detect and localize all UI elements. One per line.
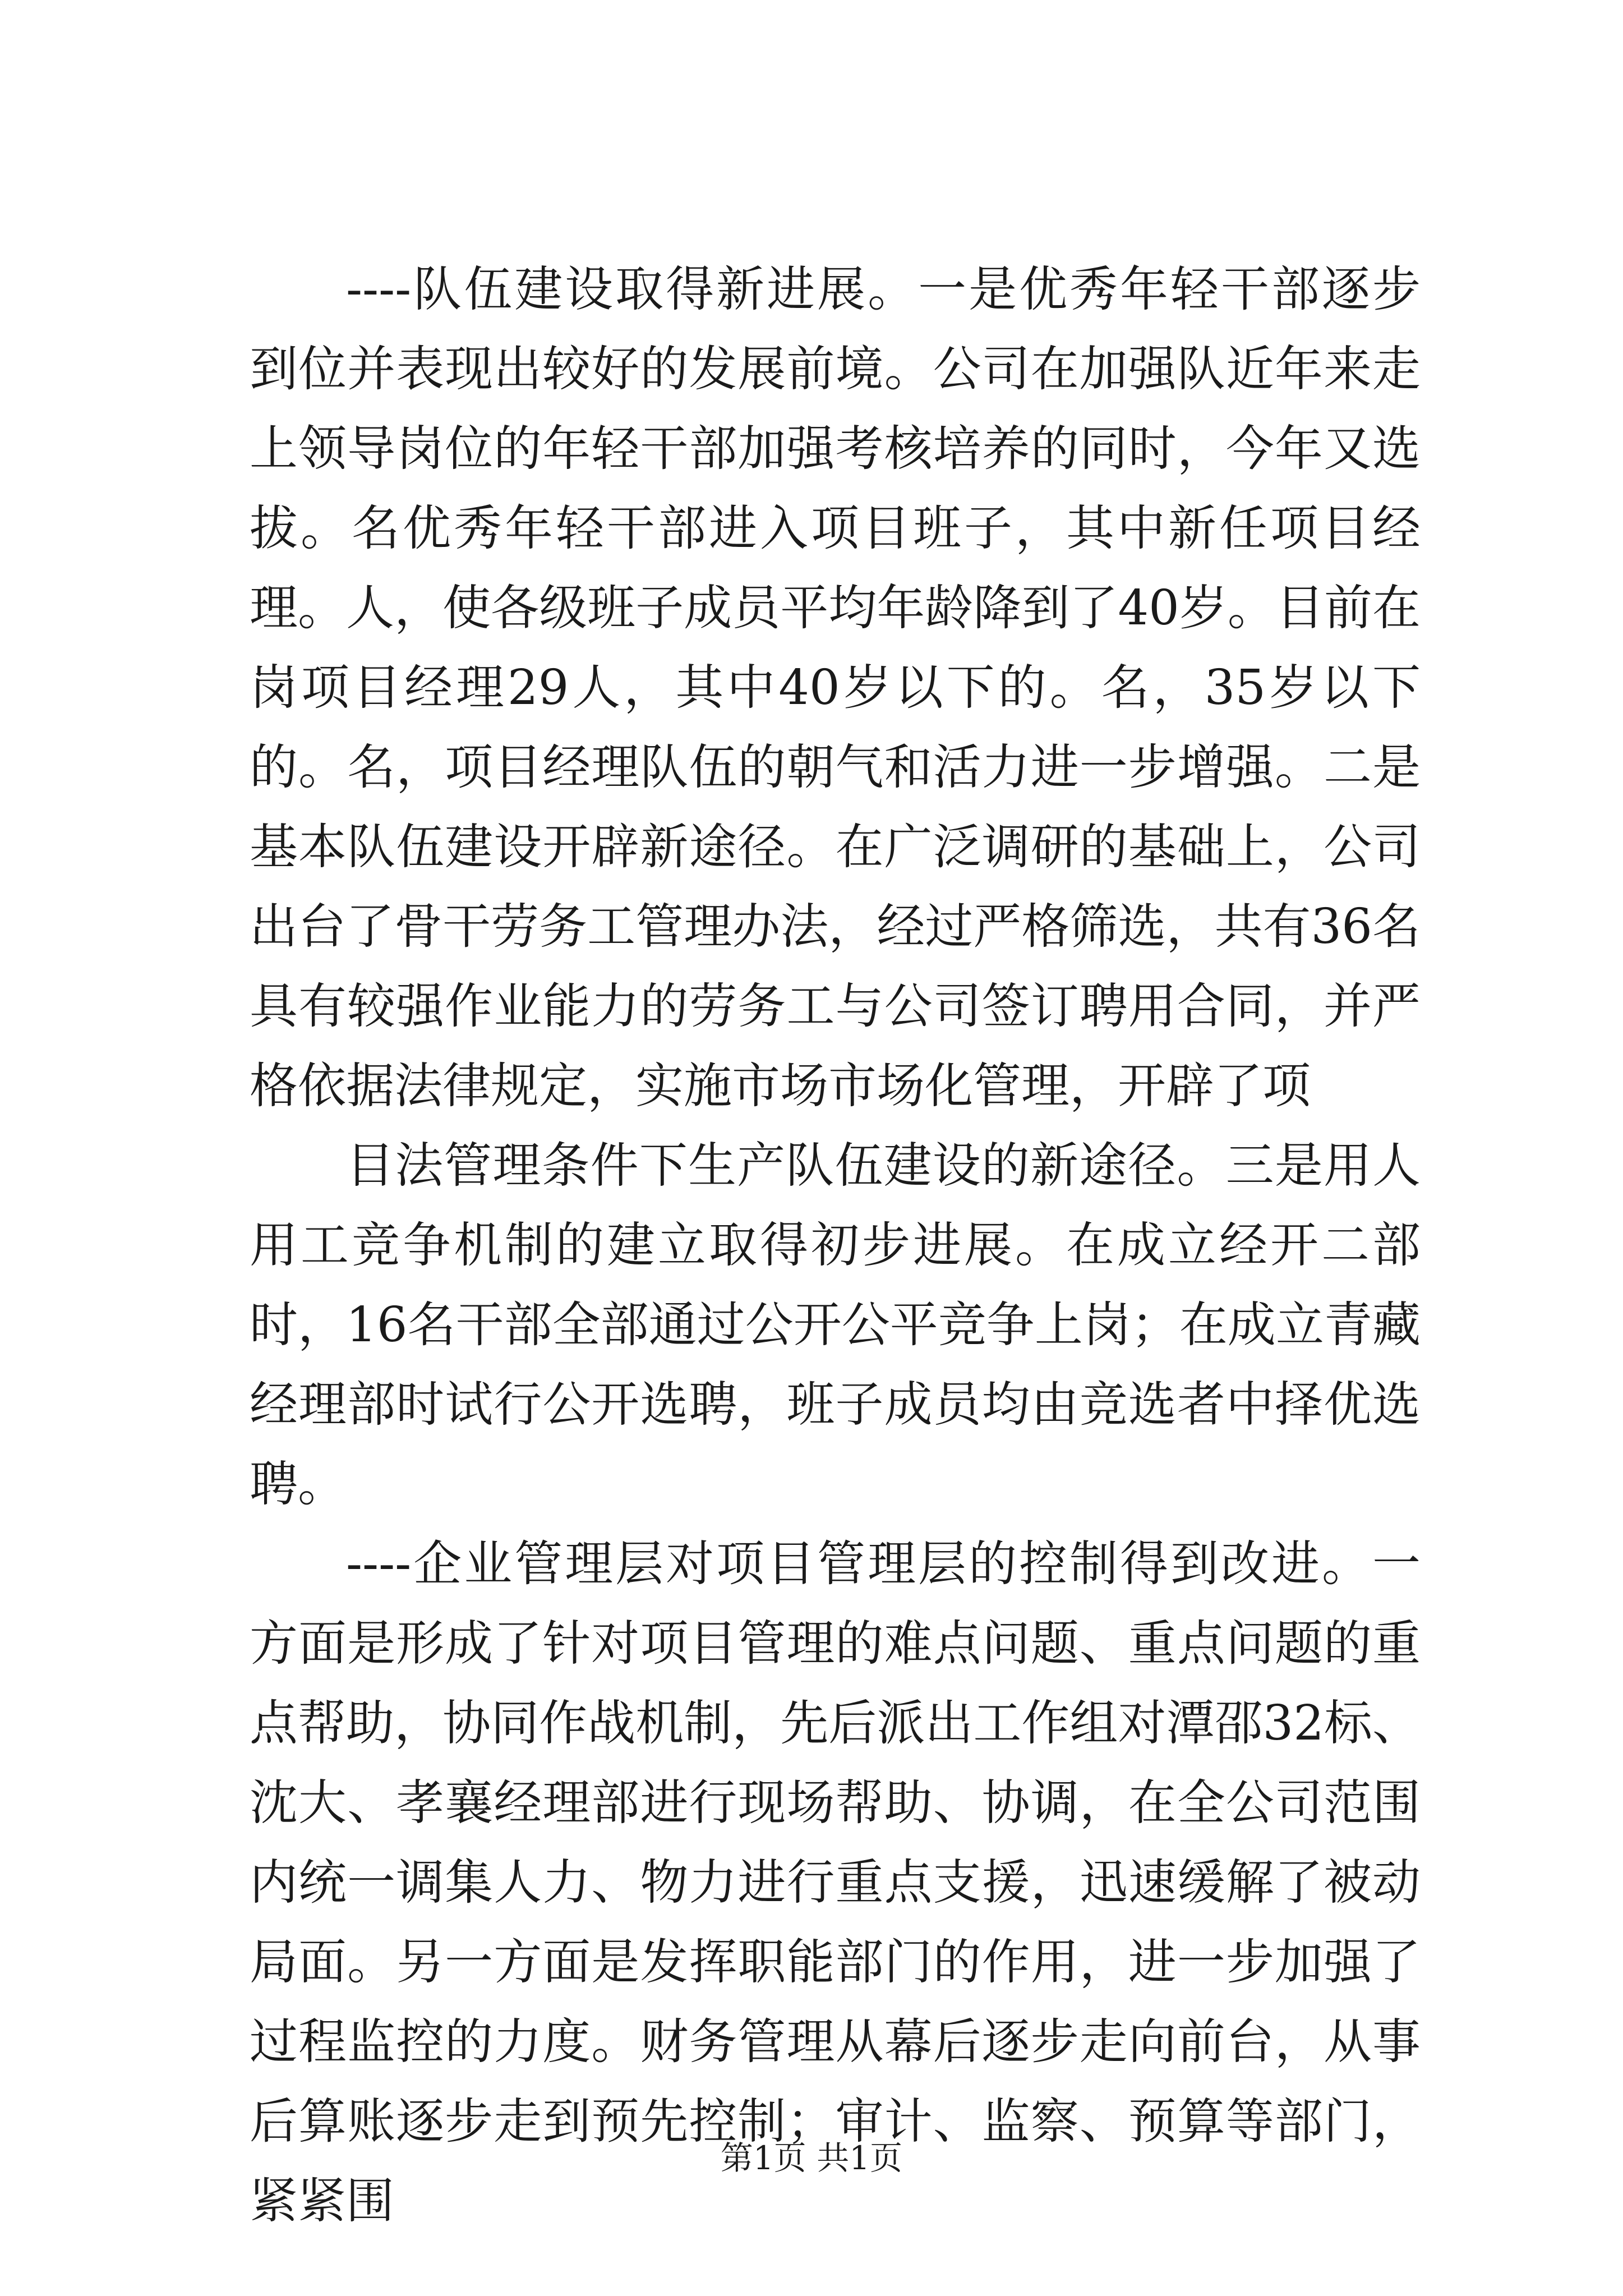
paragraph-team-building: ----队伍建设取得新进展。一是优秀年轻干部逐步到位并表现出较好的发展前境。公司在加强队近年来走上领导岗位的年轻干部加强考核培养的同时，今年又选拔。名优秀年轻干部进入项目班子，其中新任项目经理。人，使各级班子成员平均年龄降到了40岁。目前在岗项目经理29人，其中40岁以下的。名，35岁以下的。名，项目经理队伍的朝气和活力进一步增强。二是基本队伍建设开辟新途径。在广泛调研的基础上，公司出台了骨干劳务工管理办法，经过严格筛选，共有36名具有较强作业能力的劳务工与公司签订聘用合同，并严格依据法律规定，实施市场市场化管理，开辟了项 [250, 261, 1421, 1114]
page-footer: 第1页 共1页 [720, 2139, 903, 2177]
paragraph-management-control: ----企业管理层对项目管理层的控制得到改进。一方面是形成了针对项目管理的难点问题、重点问题的重点帮助，协同作战机制，先后派出工作组对潭邵32标、沈大、孝襄经理部进行现场帮助、协调，在全公司范围内统一调集人力、物力进行重点支援，迅速缓解了被动局面。另一方面是发挥职能部门的作用，进一步加强了过程监控的力度。财务管理从幕后逐步走向前台，从事后算账逐步走到预先控制；审计、监察、预算等部门，紧紧围 [250, 1536, 1421, 2229]
paragraph-competition-mechanism: 目法管理条件下生产队伍建设的新途径。三是用人用工竞争机制的建立取得初步进展。在成立经开二部时，16名干部全部通过公开公平竞争上岗；在成立青藏经理部时试行公开选聘，班子成员均由竞选者中择优选聘。 [250, 1138, 1421, 1512]
document-body [250, 250, 1421, 2241]
